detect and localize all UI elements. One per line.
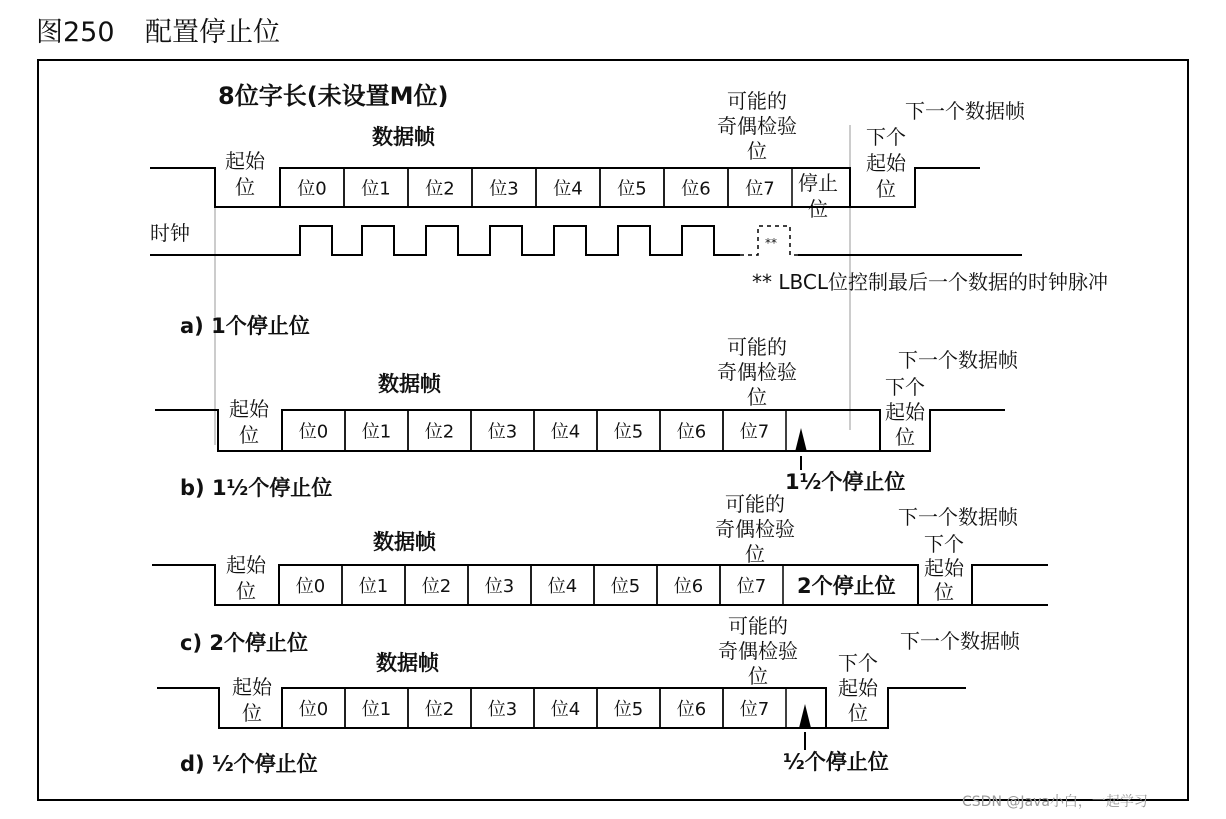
next-start-label-line1: 下个 [885, 375, 925, 399]
next-start-label-line1: 下个 [924, 532, 964, 556]
clock-dots-label: ** [765, 236, 777, 250]
bit-label: 位0 [295, 576, 326, 597]
lbcl-note: ** LBCL位控制最后一个数据的时钟脉冲 [752, 270, 1108, 294]
bit-cells [280, 168, 792, 207]
case-b [155, 335, 1019, 500]
start-bit-label-line1: 起始 [226, 553, 266, 577]
case-d-label: d) ½个停止位 [180, 752, 318, 776]
bit-label: 位5 [613, 699, 644, 720]
bit-label: 位5 [613, 421, 644, 443]
bit-label: 位5 [617, 178, 647, 200]
bit-label: 位4 [553, 178, 583, 200]
bit-label: 位0 [298, 699, 329, 720]
bit-label: 位0 [298, 421, 329, 443]
stop-duration-label: 2个停止位 [797, 574, 896, 598]
bit-label: 位0 [297, 178, 327, 200]
bit-label: 位4 [547, 576, 578, 597]
next-start-label-line3: 位 [848, 701, 868, 725]
case-a [150, 89, 1108, 338]
watermark: CSDN @Java小白，一起学习 [962, 794, 1148, 810]
case-c-label: c) 2个停止位 [180, 631, 308, 655]
bit-cells [282, 688, 786, 728]
data-line-top [152, 565, 1048, 605]
data-frame-label: 数据帧 [372, 125, 435, 149]
bit-cells [282, 410, 786, 451]
data-frame-label: 数据帧 [378, 372, 441, 396]
bit-label: 位4 [550, 699, 581, 720]
next-start-label-line1: 下个 [866, 125, 906, 149]
figure-number: 图250 [36, 17, 115, 48]
bit-label: 位7 [736, 576, 767, 597]
bit-label: 位4 [550, 421, 581, 443]
bit-label: 位7 [739, 699, 770, 720]
stop-bit-label-line1: 停止 [798, 171, 838, 195]
bit-label: 位3 [484, 576, 515, 597]
stop-duration-label: ½个停止位 [783, 750, 889, 774]
bit-label: 位6 [676, 699, 707, 720]
next-start-label-line1: 下个 [838, 651, 878, 675]
parity-label-line3: 位 [745, 542, 765, 566]
data-frame-label: 数据帧 [373, 530, 436, 554]
start-bit-label-line2: 位 [236, 579, 256, 603]
start-bit-label-line2: 位 [242, 701, 262, 725]
start-bit-label-line1: 起始 [232, 675, 272, 699]
next-start-label-line3: 位 [895, 425, 915, 449]
next-frame-label: 下一个数据帧 [898, 505, 1018, 529]
bit-label: 位2 [424, 699, 455, 720]
start-bit-label-line1: 起始 [229, 397, 269, 421]
figure-caption: 配置停止位 [145, 17, 280, 48]
bit-label: 位1 [361, 421, 392, 443]
next-frame-label: 下一个数据帧 [900, 629, 1020, 653]
bit-label: 位7 [739, 421, 770, 443]
parity-label-line2: 奇偶检验 [718, 639, 798, 663]
next-start-label-line2: 起始 [924, 556, 964, 580]
stop-arrow-head [795, 428, 807, 452]
case-b-label: b) 1½个停止位 [180, 476, 333, 500]
parity-label-line2: 奇偶检验 [717, 114, 797, 138]
next-start-label-line2: 起始 [838, 676, 878, 700]
bit-label: 位2 [421, 576, 452, 597]
bit-label: 位1 [358, 576, 389, 597]
bit-label: 位3 [487, 421, 518, 443]
stop-bit-label-line2: 位 [808, 197, 828, 221]
next-frame-label: 下一个数据帧 [898, 348, 1018, 372]
next-frame-label: 下一个数据帧 [905, 99, 1025, 123]
bit-label: 位6 [676, 421, 707, 443]
bit-label: 位5 [610, 576, 641, 597]
bit-cells [279, 565, 783, 605]
clock-label: 时钟 [150, 221, 190, 245]
bit-label: 位2 [424, 421, 455, 443]
bit-label: 位6 [681, 178, 711, 200]
next-start-label-line3: 位 [876, 177, 896, 201]
stop-duration-label: 1½个停止位 [785, 470, 906, 494]
parity-label-line3: 位 [748, 664, 768, 688]
bit-label: 位1 [361, 178, 391, 200]
parity-label-line1: 可能的 [728, 614, 788, 638]
parity-label-line1: 可能的 [725, 492, 785, 516]
start-bit-label-line2: 位 [239, 423, 259, 447]
case-a-label: a) 1个停止位 [180, 314, 310, 338]
clock-waveform [150, 226, 740, 255]
next-start-label-line2: 起始 [866, 151, 906, 175]
parity-label-line2: 奇偶检验 [717, 360, 797, 384]
bit-label: 位3 [489, 178, 519, 200]
stop-arrow-head [799, 704, 811, 728]
start-bit-label-line1: 起始 [225, 149, 265, 173]
bit-label: 位3 [487, 699, 518, 720]
parity-label-line3: 位 [747, 385, 767, 409]
parity-label-line1: 可能的 [727, 89, 787, 113]
data-frame-label: 数据帧 [376, 651, 439, 675]
bit-label: 位1 [361, 699, 392, 720]
bit-label: 位6 [673, 576, 704, 597]
next-start-label-line3: 位 [934, 580, 954, 604]
word-length-heading: 8位字长(未设置M位) [218, 82, 449, 110]
bit-label: 位2 [425, 178, 455, 200]
bit-label: 位7 [745, 178, 775, 200]
parity-label-line2: 奇偶检验 [715, 517, 795, 541]
next-start-label-line2: 起始 [885, 400, 925, 424]
parity-label-line3: 位 [747, 139, 767, 163]
start-bit-label-line2: 位 [235, 175, 255, 199]
parity-label-line1: 可能的 [727, 335, 787, 359]
